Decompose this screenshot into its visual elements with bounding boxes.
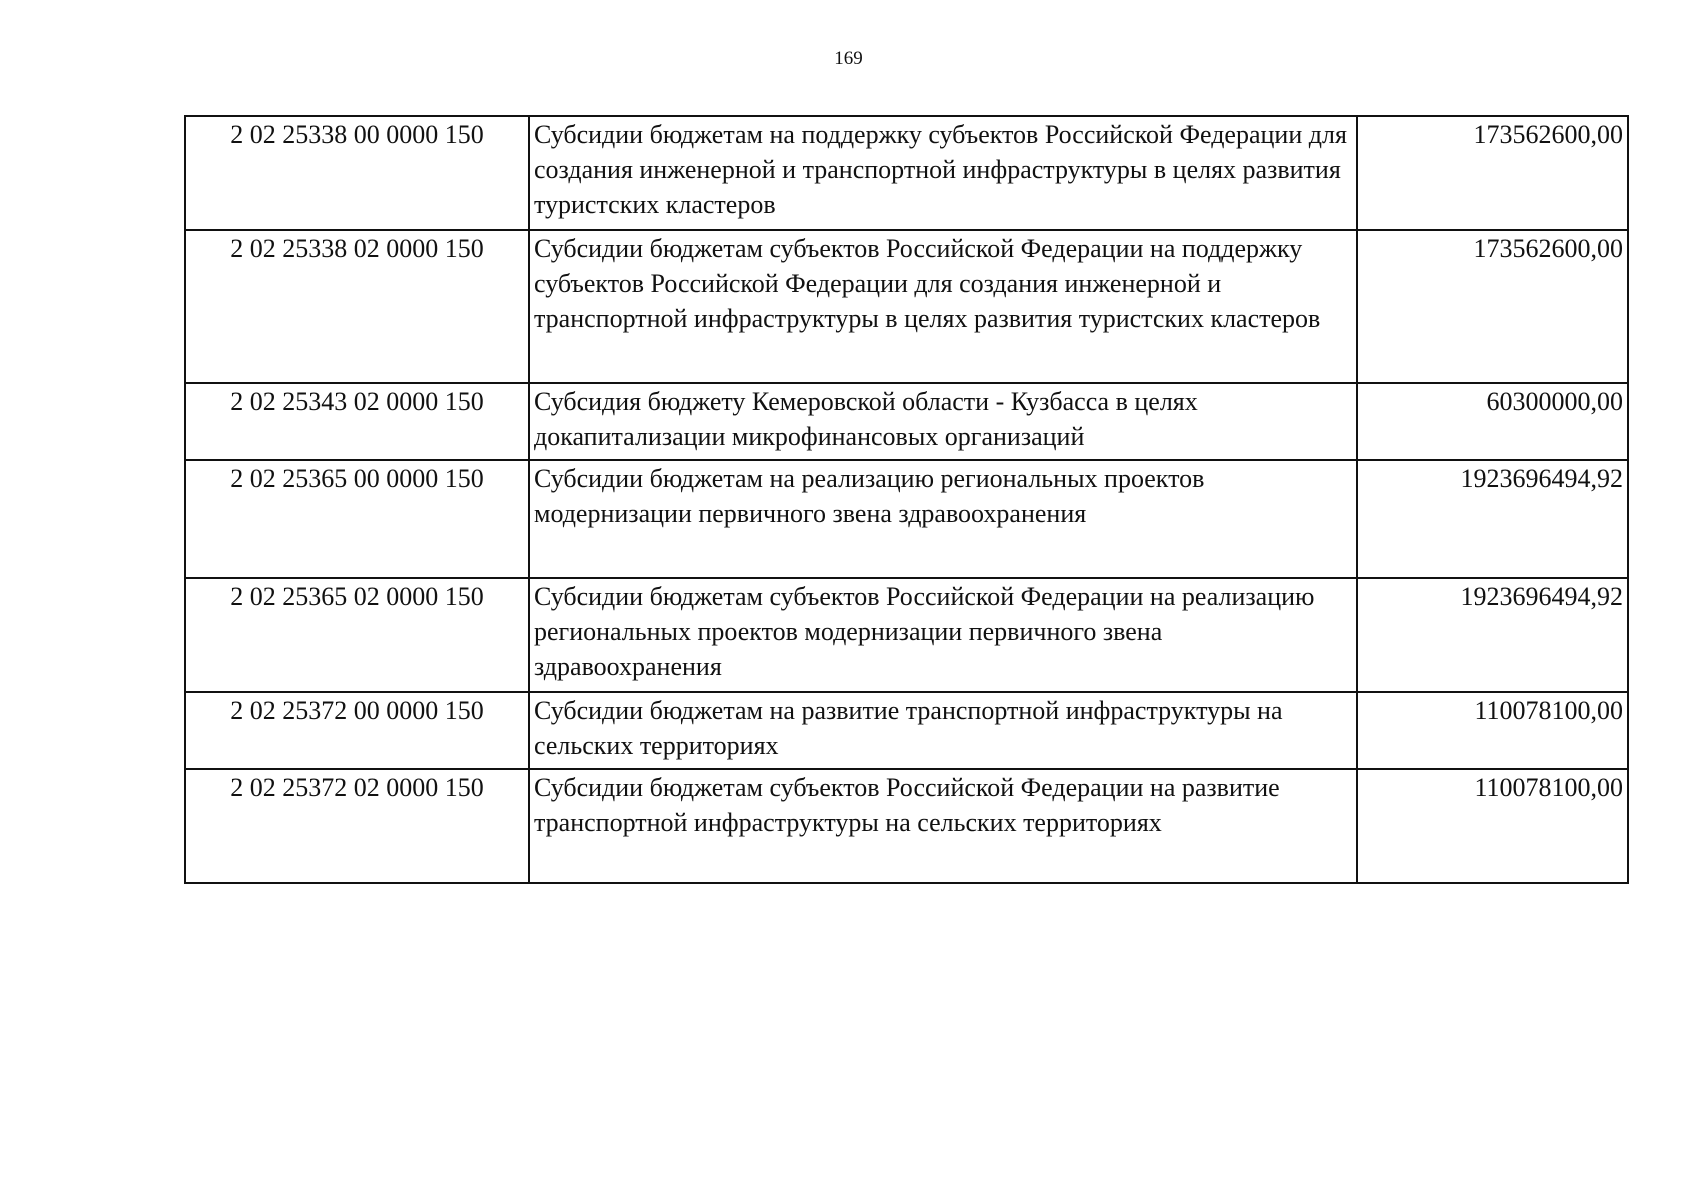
budget-code-cell: 2 02 25365 00 0000 150 (185, 460, 529, 578)
amount-cell: 173562600,00 (1357, 116, 1628, 230)
table-row (185, 692, 1628, 769)
description-cell: Субсидии бюджетам на развитие транспортной инфраструктуры на сельских территориях (529, 692, 1357, 769)
description-cell: Субсидии бюджетам субъектов Российской Федерации на реализацию региональных проектов модернизации первичного звена здравоохранения (529, 578, 1357, 692)
budget-code-cell: 2 02 25372 02 0000 150 (185, 769, 529, 883)
table-row (185, 578, 1628, 692)
amount-cell: 110078100,00 (1357, 692, 1628, 769)
amount-cell: 60300000,00 (1357, 383, 1628, 460)
table-row (185, 116, 1628, 230)
amount-cell: 1923696494,92 (1357, 578, 1628, 692)
budget-code-cell: 2 02 25372 00 0000 150 (185, 692, 529, 769)
budget-code-cell: 2 02 25343 02 0000 150 (185, 383, 529, 460)
budget-code-cell: 2 02 25338 00 0000 150 (185, 116, 529, 230)
description-cell: Субсидии бюджетам субъектов Российской Федерации на развитие транспортной инфраструктуры на сельских территориях (529, 769, 1357, 883)
description-cell: Субсидия бюджету Кемеровской области - Кузбасса в целях докапитализации микрофинансовых организаций (529, 383, 1357, 460)
budget-table (184, 115, 1629, 884)
table-row (185, 383, 1628, 460)
page-number: 169 (834, 48, 863, 69)
table-row (185, 230, 1628, 383)
amount-cell: 110078100,00 (1357, 769, 1628, 883)
table-row (185, 769, 1628, 883)
budget-code-cell: 2 02 25338 02 0000 150 (185, 230, 529, 383)
table-row (185, 460, 1628, 578)
amount-cell: 1923696494,92 (1357, 460, 1628, 578)
budget-code-cell: 2 02 25365 02 0000 150 (185, 578, 529, 692)
description-cell: Субсидии бюджетам субъектов Российской Федерации на поддержку субъектов Российской Федерации для создания инженерной и транспортной инфраструктуры в целях развития туристских кластеров (529, 230, 1357, 383)
description-cell: Субсидии бюджетам на реализацию региональных проектов модернизации первичного звена здравоохранения (529, 460, 1357, 578)
amount-cell: 173562600,00 (1357, 230, 1628, 383)
description-cell: Субсидии бюджетам на поддержку субъектов Российской Федерации для создания инженерной и транспортной инфраструктуры в целях развития туристских кластеров (529, 116, 1357, 230)
